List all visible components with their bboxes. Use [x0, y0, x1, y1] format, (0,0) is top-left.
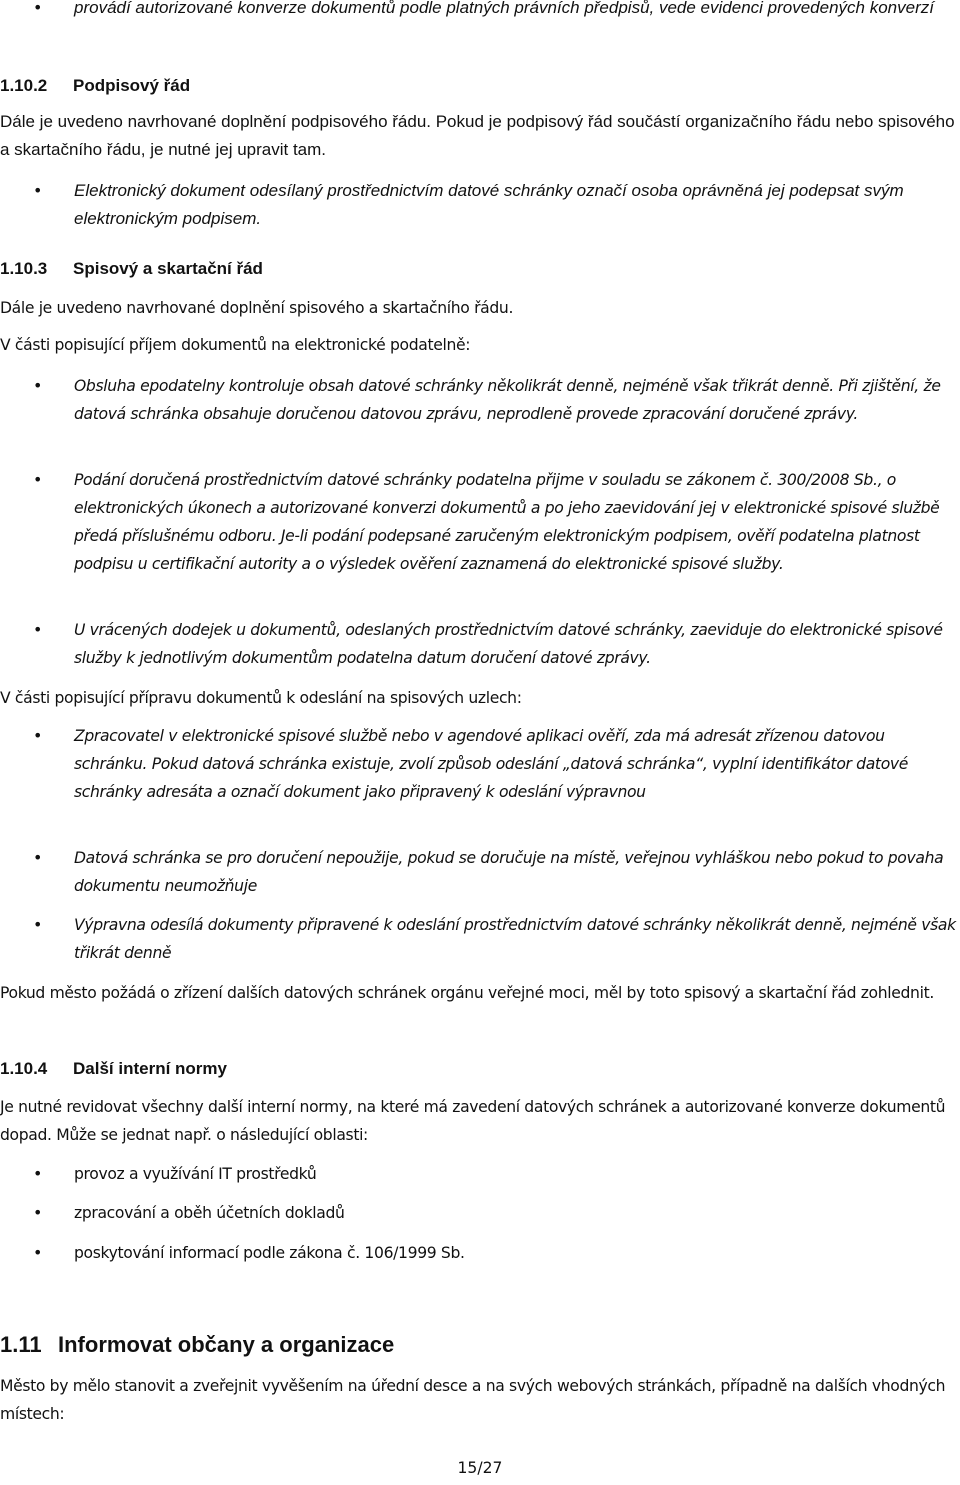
- list-item-text: Zpracovatel v elektronické spisové službě nebo v agendové aplikaci ověří, zda má adresát zřízenou datovou schránku. Pokud datová schránka existuje, zvolí způsob odeslání „datová schránka“, vyplní identifikátor datové schránky adresáta a označí dokument jako připravený k odeslání výpravnou: [74, 727, 909, 801]
- paragraph: Dále je uvedeno navrhované doplnění spisového a skartačního řádu.: [0, 299, 514, 317]
- section-title: Podpisový řád: [73, 76, 191, 95]
- list-item-text: Podání doručená prostřednictvím datové schránky podatelna přijme v souladu se zákonem č. 300/2008 Sb., o elektronických úkonech a autorizované konverzi dokumentů a po jeho zaevidování jej v elektronické spisové službě předá příslušnému odboru. Je-li podání podepsané zaručeným elektronickým podpisem, ověří podatelna platnost podpisu u certifikační autority a o výsledek ověření zaznamená do elektronické spisové služby.: [74, 471, 940, 573]
- list-item-text: poskytování informací podle zákona č. 106/1999 Sb.: [74, 1244, 465, 1262]
- page-number: 15/27: [457, 1459, 503, 1477]
- section-heading-1-10-3: [0, 255, 263, 283]
- list-item-text: provoz a využívání IT prostředků: [74, 1165, 317, 1183]
- section-heading-1-10-2: [0, 72, 190, 100]
- bullet-icon: •: [33, 726, 43, 745]
- section-number: 1.11: [0, 1332, 42, 1357]
- bullet-icon: •: [33, 1243, 43, 1262]
- section-number: 1.10.2: [0, 76, 48, 95]
- bullet-icon: •: [33, 376, 43, 395]
- list-item-text: U vrácených dodejek u dokumentů, odeslaných prostřednictvím datové schránky, zaeviduje do elektronické spisové služby k jednotlivým dokumentům podatelna datum doručení datové zprávy.: [74, 621, 943, 667]
- paragraph: V části popisující přípravu dokumentů k odeslání na spisových uzlech:: [0, 689, 522, 707]
- paragraph: Dále je uvedeno navrhované doplnění podpisového řádu. Pokud je podpisový řád součástí organizačního řádu nebo spisového a skartačního řádu, je nutné jej upravit tam.: [0, 112, 955, 159]
- list-item-text: Elektronický dokument odesílaný prostřednictvím datové schránky označí osoba oprávněná jej podepsat svým elektronickým podpisem.: [74, 181, 904, 228]
- paragraph: Je nutné revidovat všechny další interní normy, na které má zavedení datových schránek a autorizované konverze dokumentů dopad. Může se jednat např. o následující oblasti:: [0, 1098, 946, 1144]
- bullet-icon: •: [33, 1203, 43, 1222]
- section-number: 1.10.3: [0, 259, 48, 278]
- bullet-icon: •: [33, 620, 43, 639]
- bullet-icon: •: [33, 0, 43, 17]
- paragraph: Pokud město požádá o zřízení dalších datových schránek orgánu veřejné moci, měl by toto spisový a skartační řád zohlednit.: [0, 984, 934, 1002]
- section-heading-1-10-4: [0, 1055, 227, 1083]
- section-title: Spisový a skartační řád: [73, 259, 263, 278]
- list-item-text: Datová schránka se pro doručení nepoužije, pokud se doručuje na místě, veřejnou vyhláškou nebo pokud to povaha dokumentu neumožňuje: [74, 849, 944, 895]
- bullet-icon: •: [33, 915, 43, 934]
- section-title: Informovat občany a organizace: [58, 1332, 395, 1357]
- list-item-text: Výpravna odesílá dokumenty připravené k odeslání prostřednictvím datové schránky několikrát denně, nejméně však třikrát denně: [74, 916, 956, 962]
- section-number: 1.10.4: [0, 1059, 48, 1078]
- bullet-icon: •: [33, 848, 43, 867]
- section-heading-1-11: [0, 1330, 394, 1360]
- list-item-text: Obsluha epodatelny kontroluje obsah datové schránky několikrát denně, nejméně však třikrát denně. Při zjištění, že datová schránka obsahuje doručenou datovou zprávu, neprodleně provede zpracování doručené zprávy.: [74, 377, 941, 423]
- bullet-icon: •: [33, 1164, 43, 1183]
- list-item-text: provádí autorizované konverze dokumentů podle platných právních předpisů, vede evidenci provedených konverzí: [74, 0, 934, 17]
- list-item-text: zpracování a oběh účetních dokladů: [74, 1204, 345, 1222]
- bullet-icon: •: [33, 470, 43, 489]
- paragraph: V části popisující příjem dokumentů na elektronické podatelně:: [0, 336, 471, 354]
- section-title: Další interní normy: [73, 1059, 227, 1078]
- bullet-icon: •: [33, 181, 43, 200]
- paragraph: Město by mělo stanovit a zveřejnit vyvěšením na úřední desce a na svých webových stránkách, případně na dalších vhodných místech:: [0, 1377, 946, 1423]
